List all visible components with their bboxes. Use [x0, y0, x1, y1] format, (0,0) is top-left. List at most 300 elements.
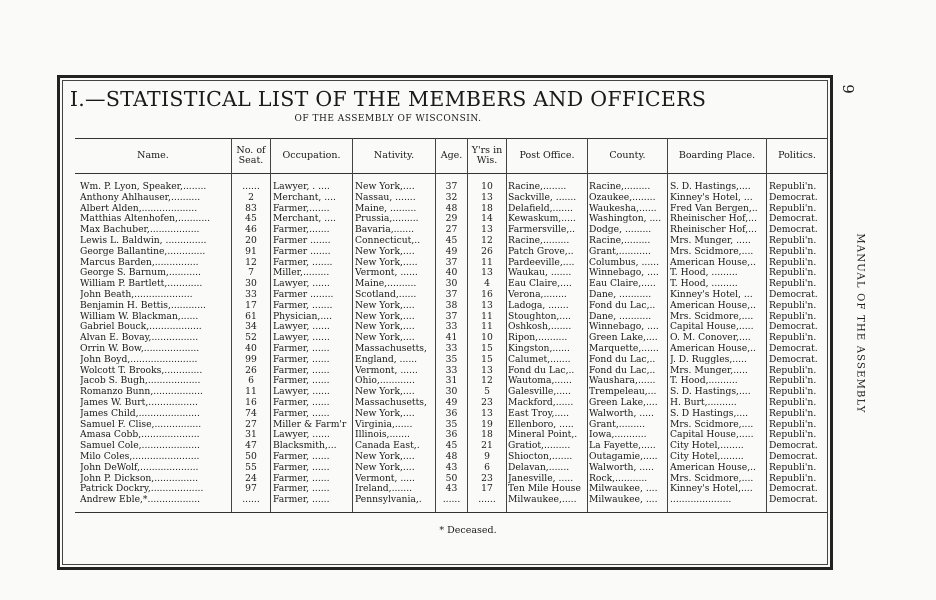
cell-politics: Republi'n.: [769, 333, 817, 344]
cell-post-office: Verona,........: [508, 290, 567, 300]
cell-name: William W. Blackman,......: [80, 311, 199, 322]
cell-boarding: City Hotel,........: [670, 452, 744, 462]
cell-post-office: Milwaukee,.....: [508, 495, 577, 506]
cell-county: Marquette,......: [589, 344, 659, 354]
cell-years: 6: [484, 462, 490, 473]
header-boarding-place: Boarding Place.: [678, 150, 756, 161]
cell-post-office: Pardeeville,....: [508, 257, 575, 268]
cell-age: 49: [445, 398, 458, 408]
rule-bottom: [75, 512, 827, 513]
cell-boarding: Capital House,.....: [670, 322, 754, 333]
cell-county: La Fayette,.....: [589, 441, 656, 452]
cell-age: 30: [445, 387, 458, 398]
cell-nativity: Massachusetts,: [355, 344, 427, 354]
column-divider: [667, 138, 668, 512]
cell-politics: Republi'n.: [769, 182, 817, 192]
cell-years: 4: [484, 279, 490, 290]
cell-seat: 17: [245, 300, 257, 311]
cell-occupation: Farmer, ......: [273, 354, 330, 365]
cell-politics: Democrat.: [769, 192, 818, 203]
cell-politics: Republi'n.: [769, 462, 817, 473]
header-seat: No. of Seat.: [236, 145, 266, 166]
cell-county: Dane, ...........: [589, 311, 652, 322]
cell-name: James W. Burt,.................: [80, 398, 198, 408]
cell-seat: 45: [245, 214, 257, 225]
cell-boarding: Kinney's Hotel, ...: [670, 192, 753, 203]
cell-seat: 12: [245, 257, 257, 268]
header-age: Age.: [440, 150, 463, 161]
cell-occupation: Merchant, ....: [273, 192, 336, 203]
cell-name: Wm. P. Lyon, Speaker,........: [80, 182, 207, 192]
cell-county: Walworth, .....: [589, 408, 654, 419]
cell-county: Iowa,...........: [589, 430, 647, 441]
cell-occupation: Farmer, .......: [273, 257, 333, 268]
cell-age: 48: [445, 203, 458, 214]
cell-county: Green Lake,....: [589, 333, 658, 344]
cell-boarding: Mrs. Scidmore,....: [670, 473, 754, 484]
cell-age: 37: [445, 257, 458, 268]
cell-post-office: Janesville, .....: [508, 473, 574, 484]
header-politics: Politics.: [778, 150, 816, 161]
cell-county: Racine,.........: [589, 182, 651, 192]
cell-boarding: City Hotel,........: [670, 441, 744, 452]
cell-age: 36: [445, 408, 458, 419]
cell-boarding: H. Burt,..........: [670, 398, 737, 408]
cell-name: Patrick Dockry,..................: [80, 484, 204, 495]
cell-name: John DeWolf,....................: [80, 462, 199, 473]
cell-years: 5: [484, 387, 490, 398]
cell-years: 19: [481, 419, 493, 430]
cell-politics: Democrat.: [769, 484, 818, 495]
cell-county: Trempeleau,...: [589, 387, 657, 398]
cell-county: Walworth, .....: [589, 462, 654, 473]
cell-nativity: New York,....: [355, 387, 415, 398]
cell-occupation: Blacksmith,...: [273, 441, 337, 452]
cell-name: John Boyd,.......................: [80, 354, 198, 365]
cell-occupation: Lawyer, ......: [273, 387, 330, 398]
cell-post-office: Ladoga, .......: [508, 300, 569, 311]
cell-years: 14: [481, 214, 493, 225]
cell-occupation: Farmer, ......: [273, 473, 330, 484]
cell-name: Anthony Ahlhauser,..........: [80, 192, 201, 203]
header-name: Name.: [137, 150, 169, 161]
cell-boarding: Kinney's Hotel,....: [670, 484, 753, 495]
cell-years: 13: [481, 300, 493, 311]
cell-seat: 91: [245, 246, 257, 257]
cell-occupation: Lawyer, ......: [273, 333, 330, 344]
cell-nativity: England, ......: [355, 354, 418, 365]
cell-politics: Democrat.: [769, 344, 818, 354]
header-years: Y'rs in Wis.: [471, 145, 503, 166]
cell-politics: Republi'n.: [769, 376, 817, 387]
cell-name: Lewis L. Baldwin, ..............: [80, 236, 207, 246]
cell-politics: Democrat.: [769, 290, 818, 300]
cell-occupation: Farmer .......: [273, 246, 331, 257]
cell-seat: 34: [245, 322, 257, 333]
cell-boarding: Rheinischer Hof,...: [670, 225, 757, 236]
cell-age: 32: [445, 192, 458, 203]
cell-name: Albert Alden,...................: [80, 203, 198, 214]
cell-boarding: .....................: [670, 495, 732, 506]
cell-nativity: Ohio,............: [355, 376, 415, 387]
cell-nativity: Massachusetts,: [355, 398, 427, 408]
cell-years: 18: [481, 203, 493, 214]
cell-county: Racine,.........: [589, 236, 651, 246]
cell-age: 35: [445, 419, 458, 430]
cell-politics: Republi'n.: [769, 300, 817, 311]
cell-boarding: American House,..: [670, 300, 756, 311]
cell-politics: Republi'n.: [769, 257, 817, 268]
cell-nativity: Ireland,.......: [355, 484, 413, 495]
cell-county: Rock,...........: [589, 473, 648, 484]
cell-name: Max Bachuber,.................: [80, 225, 200, 236]
cell-name: Matthias Altenhofen,...........: [80, 214, 211, 225]
cell-years: 13: [481, 365, 493, 376]
cell-occupation: Lawyer, ......: [273, 279, 330, 290]
cell-boarding: S. D. Hastings,....: [670, 182, 751, 192]
cell-boarding: American House,..: [670, 257, 756, 268]
cell-politics: Democrat.: [769, 441, 818, 452]
cell-boarding: Fred Van Bergen,..: [670, 203, 758, 214]
cell-name: Marcus Barden,...............: [80, 257, 199, 268]
cell-seat: 30: [245, 279, 257, 290]
cell-county: Green Lake,....: [589, 398, 658, 408]
cell-age: 27: [445, 225, 458, 236]
cell-name: Gabriel Bouck,..................: [80, 322, 202, 333]
cell-county: Fond du Lac,..: [589, 365, 656, 376]
cell-county: Eau Claire,.....: [589, 279, 656, 290]
cell-years: 23: [481, 398, 493, 408]
cell-name: Orrin W. Bow,...................: [80, 344, 200, 354]
cell-years: 17: [481, 484, 493, 495]
page-subtitle: OF THE ASSEMBLY OF WISCONSIN.: [294, 114, 482, 124]
cell-politics: Republi'n.: [769, 365, 817, 376]
cell-occupation: Farmer,.......: [273, 225, 330, 236]
cell-county: Ozaukee,........: [589, 192, 656, 203]
cell-county: Outagamie,.....: [589, 452, 658, 462]
cell-age: 29: [445, 214, 458, 225]
cell-name: Samuel F. Clise,................: [80, 419, 202, 430]
cell-post-office: Calumet,.......: [508, 354, 571, 365]
cell-politics: Republi'n.: [769, 203, 817, 214]
cell-name: Amasa Cobb,....................: [80, 430, 200, 441]
cell-name: George S. Barnum,...........: [80, 268, 201, 279]
cell-years: 18: [481, 430, 493, 441]
cell-age: 50: [445, 473, 458, 484]
cell-years: 13: [481, 408, 493, 419]
cell-county: Waushara,......: [589, 376, 656, 387]
cell-years: 11: [481, 257, 493, 268]
header-post-office: Post Office.: [519, 150, 575, 161]
cell-name: Wolcott T. Brooks,.............: [80, 365, 203, 376]
cell-occupation: Lawyer, ......: [273, 430, 330, 441]
cell-boarding: Mrs. Scidmore,....: [670, 311, 754, 322]
cell-name: Milo Coles,.......................: [80, 452, 200, 462]
header-county: County.: [609, 150, 646, 161]
cell-age: 37: [445, 311, 458, 322]
cell-boarding: Capital House,.....: [670, 430, 754, 441]
cell-seat: 46: [245, 225, 257, 236]
column-divider: [270, 138, 271, 512]
cell-seat: 26: [245, 365, 257, 376]
cell-politics: Republi'n.: [769, 419, 817, 430]
cell-occupation: Miller & Farm'r: [273, 419, 347, 430]
cell-post-office: Ripon,..........: [508, 333, 568, 344]
cell-occupation: Farmer, ......: [273, 398, 330, 408]
cell-politics: Republi'n.: [769, 408, 817, 419]
cell-years: 10: [481, 182, 493, 192]
cell-post-office: Kewaskum,.....: [508, 214, 576, 225]
cell-name: John Beath,....................: [80, 290, 193, 300]
cell-politics: Republi'n.: [769, 398, 817, 408]
cell-name: William P. Bartlett,............: [80, 279, 203, 290]
cell-nativity: Illinois,.......: [355, 430, 410, 441]
cell-age: ......: [442, 495, 461, 506]
cell-age: 45: [445, 236, 458, 246]
cell-post-office: Delavan,.......: [508, 462, 570, 473]
cell-seat: ......: [242, 495, 260, 506]
cell-age: 45: [445, 441, 458, 452]
cell-boarding: Mrs. Munger, .....: [670, 236, 751, 246]
cell-seat: 6: [248, 376, 254, 387]
cell-years: 13: [481, 192, 493, 203]
cell-post-office: Mackford,......: [508, 398, 574, 408]
cell-post-office: Eau Claire,....: [508, 279, 572, 290]
cell-post-office: Ten Mile House: [508, 484, 581, 495]
cell-seat: 11: [245, 387, 257, 398]
cell-boarding: J. D. Ruggles,.....: [670, 354, 747, 365]
cell-name: Andrew Eble,*..................: [80, 495, 201, 506]
cell-years: 10: [481, 333, 493, 344]
cell-county: Milwaukee, ....: [589, 484, 658, 495]
cell-politics: Republi'n.: [769, 430, 817, 441]
cell-county: Dodge, .........: [589, 225, 652, 236]
cell-seat: 7: [248, 268, 254, 279]
cell-post-office: Delafield,.......: [508, 203, 573, 214]
cell-nativity: Vermont, ......: [355, 268, 418, 279]
cell-occupation: Farmer, .......: [273, 300, 333, 311]
cell-seat: 97: [245, 484, 257, 495]
cell-politics: Republi'n.: [769, 311, 817, 322]
cell-years: 11: [481, 322, 493, 333]
cell-seat: 20: [245, 236, 257, 246]
rule-header: [75, 173, 827, 174]
cell-post-office: Mineral Point,.: [508, 430, 578, 441]
cell-years: 13: [481, 225, 493, 236]
cell-politics: Republi'n.: [769, 473, 817, 484]
cell-boarding: Mrs. Munger,.....: [670, 365, 748, 376]
cell-occupation: Lawyer, . ....: [273, 182, 330, 192]
cell-post-office: Waukau, .......: [508, 268, 572, 279]
cell-county: Washington, ....: [589, 214, 662, 225]
cell-county: Winnebago, ....: [589, 268, 659, 279]
cell-nativity: New York,....: [355, 246, 415, 257]
cell-seat: 33: [245, 290, 257, 300]
cell-years: 12: [481, 236, 493, 246]
cell-nativity: New York,....: [355, 452, 415, 462]
cell-politics: Democrat.: [769, 452, 818, 462]
cell-county: Winnebago, ....: [589, 322, 659, 333]
cell-seat: 31: [245, 430, 257, 441]
column-divider: [587, 138, 588, 512]
cell-seat: 16: [245, 398, 257, 408]
cell-boarding: Mrs. Scidmore,....: [670, 246, 754, 257]
cell-age: 35: [445, 354, 458, 365]
cell-years: 16: [481, 290, 493, 300]
cell-name: John P. Dickson,...............: [80, 473, 199, 484]
cell-boarding: T. Hood, .........: [670, 268, 738, 279]
cell-occupation: Farmer .......: [273, 236, 331, 246]
cell-seat: 61: [245, 311, 257, 322]
cell-nativity: New York,.....: [355, 257, 418, 268]
cell-post-office: Stoughton,....: [508, 311, 571, 322]
cell-name: Samuel Cole,....................: [80, 441, 200, 452]
cell-age: 37: [445, 182, 458, 192]
cell-age: 49: [445, 246, 458, 257]
cell-politics: Democrat.: [769, 225, 818, 236]
cell-post-office: Racine,.........: [508, 236, 570, 246]
cell-nativity: Maine,..........: [355, 279, 417, 290]
cell-years: 23: [481, 473, 493, 484]
cell-county: Grant,.........: [589, 419, 646, 430]
cell-politics: Democrat.: [769, 495, 818, 506]
cell-nativity: Vermont, ......: [355, 365, 418, 376]
cell-politics: Republi'n.: [769, 236, 817, 246]
cell-age: 36: [445, 430, 458, 441]
cell-post-office: Gratiot,.........: [508, 441, 571, 452]
cell-age: 48: [445, 452, 458, 462]
cell-occupation: Merchant, ....: [273, 214, 336, 225]
cell-post-office: Galesville,.....: [508, 387, 571, 398]
cell-boarding: O. M. Conover,....: [670, 333, 751, 344]
cell-age: 30: [445, 279, 458, 290]
cell-occupation: Lawyer, ......: [273, 322, 330, 333]
cell-nativity: New York,....: [355, 333, 415, 344]
cell-post-office: Racine,........: [508, 182, 567, 192]
cell-occupation: Farmer, ......: [273, 495, 330, 506]
cell-politics: Republi'n.: [769, 279, 817, 290]
cell-occupation: Farmer ........: [273, 290, 334, 300]
page-number: 9: [838, 84, 857, 94]
cell-nativity: Virginia,......: [355, 419, 413, 430]
cell-occupation: Farmer, ......: [273, 484, 330, 495]
cell-boarding: S. D. Hastings,....: [670, 387, 751, 398]
cell-age: 37: [445, 290, 458, 300]
cell-politics: Republi'n.: [769, 387, 817, 398]
cell-occupation: Miller,.........: [273, 268, 330, 279]
cell-occupation: Farmer, ......: [273, 344, 330, 354]
cell-nativity: New York,....: [355, 322, 415, 333]
cell-post-office: Wautoma,......: [508, 376, 572, 387]
cell-nativity: Vermont, .....: [355, 473, 415, 484]
cell-seat: 24: [245, 473, 257, 484]
cell-occupation: Farmer, ......: [273, 452, 330, 462]
cell-seat: 40: [245, 344, 257, 354]
cell-age: 33: [445, 365, 458, 376]
cell-years: 11: [481, 311, 493, 322]
cell-nativity: New York,....: [355, 182, 415, 192]
cell-politics: Democrat.: [769, 214, 818, 225]
cell-county: Fond du Lac,..: [589, 354, 656, 365]
cell-post-office: Ellenboro, .....: [508, 419, 574, 430]
cell-age: 40: [445, 268, 458, 279]
cell-years: 21: [481, 441, 493, 452]
cell-name: Romanzo Bunn,.................: [80, 387, 203, 398]
cell-years: 15: [481, 354, 493, 365]
cell-occupation: Farmer, ......: [273, 462, 330, 473]
cell-name: George Ballantine,.............: [80, 246, 206, 257]
cell-county: Waukesha,......: [589, 203, 657, 214]
cell-post-office: Patch Grove,..: [508, 246, 574, 257]
cell-nativity: Maine, .........: [355, 203, 417, 214]
cell-post-office: Kingston,......: [508, 344, 570, 354]
cell-seat: 47: [245, 441, 257, 452]
cell-years: 9: [484, 452, 490, 462]
cell-nativity: Bavaria,.......: [355, 225, 415, 236]
column-divider: [352, 138, 353, 512]
cell-name: Alvan E. Bovay,................: [80, 333, 199, 344]
cell-seat: 2: [248, 192, 254, 203]
cell-boarding: Rheinischer Hof,...: [670, 214, 757, 225]
cell-boarding: S. D Hastings,....: [670, 408, 749, 419]
cell-occupation: Farmer, ......: [273, 408, 330, 419]
cell-years: 13: [481, 268, 493, 279]
cell-nativity: Prussia,.........: [355, 214, 419, 225]
cell-nativity: Pennsylvania,.: [355, 495, 422, 506]
cell-politics: Democrat.: [769, 354, 818, 365]
cell-post-office: Shiocton,.......: [508, 452, 573, 462]
cell-age: 38: [445, 300, 458, 311]
side-running-head: MANUAL OF THE ASSEMBLY: [854, 233, 866, 414]
cell-post-office: Farmersville,..: [508, 225, 576, 236]
cell-age: 31: [445, 376, 458, 387]
cell-county: Dane, ...........: [589, 290, 652, 300]
cell-seat: 74: [245, 408, 257, 419]
cell-post-office: Sackville, .......: [508, 192, 577, 203]
cell-nativity: Scotland,......: [355, 290, 417, 300]
cell-age: 33: [445, 322, 458, 333]
cell-years: 15: [481, 344, 493, 354]
cell-politics: Republi'n.: [769, 246, 817, 257]
cell-boarding: Kinney's Hotel, ...: [670, 290, 753, 300]
footnote: * Deceased.: [439, 525, 497, 536]
header-occupation: Occupation.: [282, 150, 341, 161]
cell-years: 12: [481, 376, 493, 387]
cell-age: 33: [445, 344, 458, 354]
cell-years: 26: [481, 246, 493, 257]
cell-seat: 99: [245, 354, 257, 365]
cell-post-office: Oshkosh,.......: [508, 322, 572, 333]
cell-county: Milwaukee, ....: [589, 495, 658, 506]
cell-seat: 83: [245, 203, 257, 214]
cell-seat: ......: [242, 182, 260, 192]
cell-name: Jacob S. Bugh,..................: [80, 376, 201, 387]
cell-county: Grant,...........: [589, 246, 651, 257]
cell-occupation: Farmer, ......: [273, 365, 330, 376]
cell-age: 43: [445, 462, 458, 473]
cell-name: James Child,.....................: [80, 408, 200, 419]
page-title: I.—STATISTICAL LIST OF THE MEMBERS AND OFFICERS: [69, 87, 707, 111]
rule-top: [75, 138, 827, 139]
cell-boarding: Mrs. Scidmore,....: [670, 419, 754, 430]
column-divider: [506, 138, 507, 512]
cell-county: Fond du Lac,..: [589, 300, 656, 311]
cell-seat: 50: [245, 452, 257, 462]
cell-age: 41: [445, 333, 458, 344]
cell-nativity: New York,....: [355, 300, 415, 311]
cell-occupation: Farmer, ......: [273, 376, 330, 387]
cell-age: 43: [445, 484, 458, 495]
